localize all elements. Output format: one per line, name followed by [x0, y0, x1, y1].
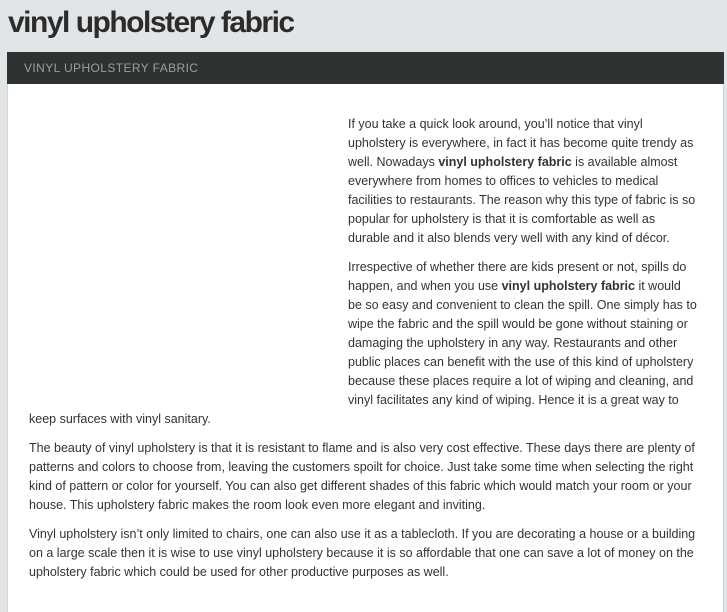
- post-title-link[interactable]: VINYL UPHOLSTERY FABRIC: [24, 61, 199, 75]
- article-paragraph: The beauty of vinyl upholstery is that it is resistant to flame and is also very cost effective. These days there are plenty of patterns and colors to choose from, leaving the customers spoilt for choice. Just take some time when selecting the right kind of pattern or color for yourself. You can also get different shades of this fabric which would match your room or your house. This upholstery fabric makes the room look even more elegant and inviting.: [29, 441, 695, 512]
- article-image-placeholder: [29, 115, 329, 385]
- article-keyword-bold: vinyl upholstery fabric: [501, 279, 635, 293]
- content-area: [7, 84, 724, 612]
- article-paragraph: If you take a quick look around, you’ll notice that vinyl upholstery is everywhere, in fact it has become quite trendy as well. Nowadays vinyl upholstery fabric is available almost everywhere from homes to offices to vehicles to medical facilities to restaurants. The reason why this type of fabric is so popular for upholstery is that it is comfortable as well as durable and it also blends very well with any kind of décor.: [348, 117, 696, 245]
- article-body: [29, 115, 697, 582]
- article-paragraph: Irrespective of whether there are kids present or not, spills do happen, and when you use vinyl upholstery fabric it would be so easy and convenient to clean the spill. One simply has to wipe the fabric and the spill would be gone without staining or damaging the upholstery in any way. Restaurants and other public places can benefit with the use of this kind of upholstery because these places require a lot of wiping and cleaning, and vinyl facilitates any kind of wiping. Hence it is a great way to keep surfaces with vinyl sanitary.: [29, 260, 697, 426]
- article-paragraph: Vinyl upholstery isn’t only limited to chairs, one can also use it as a tablecloth. If you are decorating a house or a building on a large scale then it is wise to use vinyl upholstery because it is so affordable that one can save a lot of money on the upholstery fabric which could be used for other productive purposes as well.: [29, 527, 696, 579]
- site-title[interactable]: vinyl upholstery fabric: [8, 6, 294, 39]
- site-header: [7, 0, 724, 52]
- main-column: [7, 0, 724, 612]
- post-title-bar: [7, 52, 724, 84]
- article-keyword-bold: vinyl upholstery fabric: [438, 155, 572, 169]
